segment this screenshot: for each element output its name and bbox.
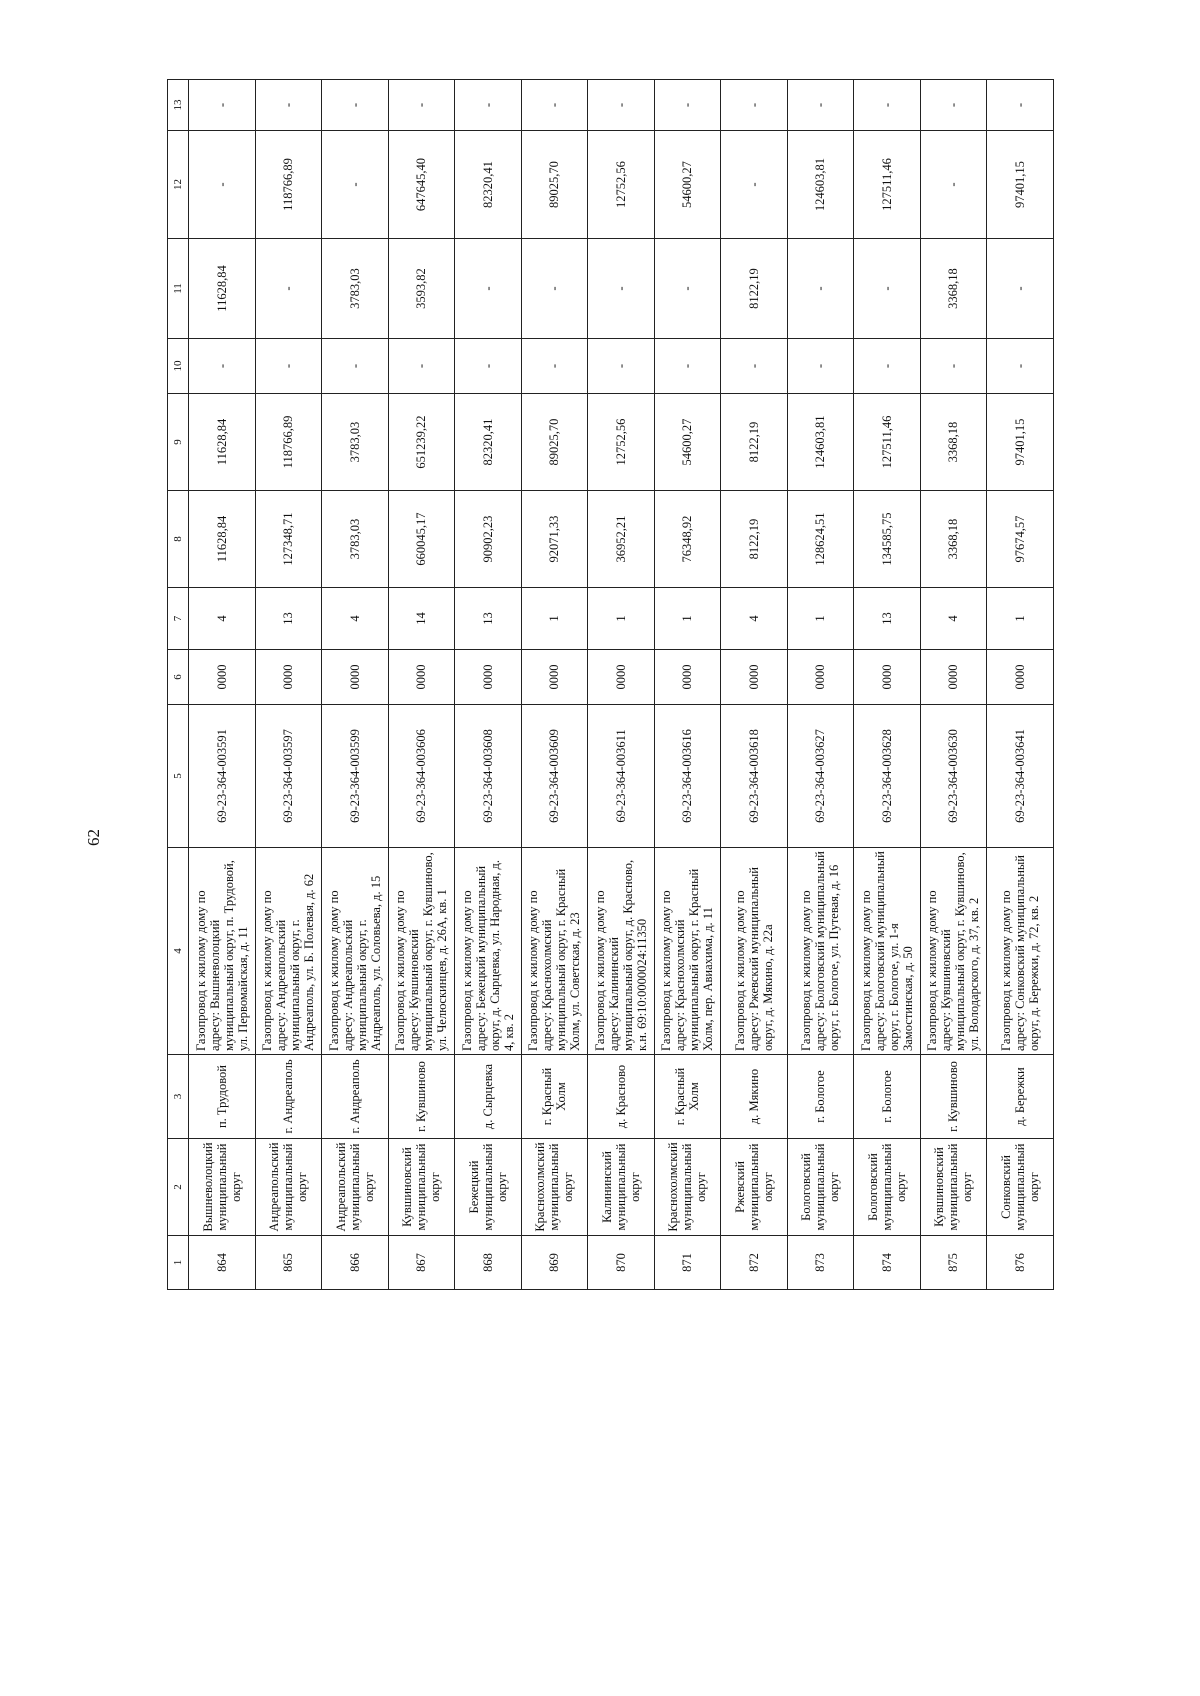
locality-cell: д. Мякино bbox=[721, 1055, 788, 1139]
col9-cell: 127511,46 bbox=[854, 394, 921, 491]
object-description-cell: Газопровод к жилому дому по адресу: Бологовский муниципальный округ, г. Бологое, ул. 1-я Замостинская, д. 50 bbox=[854, 848, 921, 1055]
locality-cell: г. Бологое bbox=[787, 1055, 854, 1139]
header-cell: 13 bbox=[168, 80, 189, 131]
table-row bbox=[854, 80, 921, 1290]
col6-cell: 0000 bbox=[787, 650, 854, 705]
table-row bbox=[588, 80, 655, 1290]
object-description-cell: Газопровод к жилому дому по адресу: Кувшиновский муниципальный округ, г. Кувшиново, ул. Челюскинцев, д. 26А, кв. 1 bbox=[388, 848, 455, 1055]
rotated-table-container bbox=[167, 80, 1042, 1290]
header-cell: 5 bbox=[168, 705, 189, 848]
col11-cell: - bbox=[521, 239, 588, 339]
col6-cell: 0000 bbox=[455, 650, 522, 705]
col8-cell: 128624,51 bbox=[787, 491, 854, 588]
district-cell: Калининский муниципальный округ bbox=[588, 1139, 655, 1236]
locality-cell: г. Красный Холм bbox=[521, 1055, 588, 1139]
district-cell: Кувшиновский муниципальный округ bbox=[388, 1139, 455, 1236]
row-number: 869 bbox=[521, 1236, 588, 1290]
col6-cell: 0000 bbox=[588, 650, 655, 705]
col13-cell: - bbox=[455, 80, 522, 131]
district-cell: Бологовский муниципальный округ bbox=[854, 1139, 921, 1236]
district-cell: Сонковский муниципальный округ bbox=[987, 1139, 1054, 1236]
col13-cell: - bbox=[787, 80, 854, 131]
header-cell: 8 bbox=[168, 491, 189, 588]
table-row bbox=[322, 80, 389, 1290]
col7-cell: 1 bbox=[654, 588, 721, 650]
col9-cell: 3783,03 bbox=[322, 394, 389, 491]
col13-cell: - bbox=[322, 80, 389, 131]
table-row bbox=[721, 80, 788, 1290]
col10-cell: - bbox=[787, 339, 854, 394]
col11-cell: - bbox=[854, 239, 921, 339]
district-cell: Бежецкий муниципальный округ bbox=[455, 1139, 522, 1236]
col7-cell: 1 bbox=[987, 588, 1054, 650]
object-description-cell: Газопровод к жилому дому по адресу: Краснохолмский муниципальный округ, г. Красный Холм, ул. Советская, д. 23 bbox=[521, 848, 588, 1055]
col13-cell: - bbox=[255, 80, 322, 131]
table-row bbox=[455, 80, 522, 1290]
object-description-cell: Газопровод к жилому дому по адресу: Андреапольский муниципальный округ, г. Андреаполь, ул. Б. Полевая, д. 62 bbox=[255, 848, 322, 1055]
col13-cell: - bbox=[987, 80, 1054, 131]
col13-cell: - bbox=[654, 80, 721, 131]
row-number: 872 bbox=[721, 1236, 788, 1290]
col7-cell: 1 bbox=[787, 588, 854, 650]
col8-cell: 92071,33 bbox=[521, 491, 588, 588]
col12-cell: 97401,15 bbox=[987, 131, 1054, 239]
district-cell: Вышневолоцкий муниципальный округ bbox=[189, 1139, 256, 1236]
col12-cell: 127511,46 bbox=[854, 131, 921, 239]
col7-cell: 4 bbox=[189, 588, 256, 650]
table-row bbox=[987, 80, 1054, 1290]
code-cell: 69-23-364-003609 bbox=[521, 705, 588, 848]
col11-cell: 8122,19 bbox=[721, 239, 788, 339]
object-description-cell: Газопровод к жилому дому по адресу: Краснохолмский муниципальный округ, г. Красный Холм, пер. Авиахима, д. 11 bbox=[654, 848, 721, 1055]
col13-cell: - bbox=[721, 80, 788, 131]
code-cell: 69-23-364-003628 bbox=[854, 705, 921, 848]
row-number: 866 bbox=[322, 1236, 389, 1290]
code-cell: 69-23-364-003608 bbox=[455, 705, 522, 848]
district-cell: Краснохолмский муниципальный округ bbox=[521, 1139, 588, 1236]
col9-cell: 651239,22 bbox=[388, 394, 455, 491]
locality-cell: г. Красный Холм bbox=[654, 1055, 721, 1139]
col12-cell: 12752,56 bbox=[588, 131, 655, 239]
row-number: 875 bbox=[920, 1236, 987, 1290]
locality-cell: д. Красново bbox=[588, 1055, 655, 1139]
district-cell: Бологовский муниципальный округ bbox=[787, 1139, 854, 1236]
row-number: 874 bbox=[854, 1236, 921, 1290]
code-cell: 69-23-364-003641 bbox=[987, 705, 1054, 848]
col7-cell: 4 bbox=[721, 588, 788, 650]
col6-cell: 0000 bbox=[189, 650, 256, 705]
col12-cell: 89025,70 bbox=[521, 131, 588, 239]
col6-cell: 0000 bbox=[654, 650, 721, 705]
col11-cell: 3593,82 bbox=[388, 239, 455, 339]
col9-cell: 124603,81 bbox=[787, 394, 854, 491]
col8-cell: 11628,84 bbox=[189, 491, 256, 588]
row-number: 867 bbox=[388, 1236, 455, 1290]
page-number: 62 bbox=[84, 829, 103, 846]
col11-cell: - bbox=[255, 239, 322, 339]
col10-cell: - bbox=[388, 339, 455, 394]
col9-cell: 89025,70 bbox=[521, 394, 588, 491]
table-row bbox=[388, 80, 455, 1290]
header-cell: 7 bbox=[168, 588, 189, 650]
col8-cell: 76348,92 bbox=[654, 491, 721, 588]
col13-cell: - bbox=[388, 80, 455, 131]
col9-cell: 97401,15 bbox=[987, 394, 1054, 491]
col10-cell: - bbox=[189, 339, 256, 394]
col6-cell: 0000 bbox=[854, 650, 921, 705]
row-number: 876 bbox=[987, 1236, 1054, 1290]
object-description-cell: Газопровод к жилому дому по адресу: Бологовский муниципальный округ, г. Бологое, ул. Путевая, д. 16 bbox=[787, 848, 854, 1055]
col7-cell: 4 bbox=[920, 588, 987, 650]
district-cell: Кувшиновский муниципальный округ bbox=[920, 1139, 987, 1236]
code-cell: 69-23-364-003630 bbox=[920, 705, 987, 848]
col9-cell: 8122,19 bbox=[721, 394, 788, 491]
col9-cell: 3368,18 bbox=[920, 394, 987, 491]
col10-cell: - bbox=[255, 339, 322, 394]
col12-cell: 124603,81 bbox=[787, 131, 854, 239]
col11-cell: 3783,03 bbox=[322, 239, 389, 339]
locality-cell: д. Сырцевка bbox=[455, 1055, 522, 1139]
col10-cell: - bbox=[920, 339, 987, 394]
col8-cell: 90902,23 bbox=[455, 491, 522, 588]
code-cell: 69-23-364-003618 bbox=[721, 705, 788, 848]
object-description-cell: Газопровод к жилому дому по адресу: Андреапольский муниципальный округ, г. Андреаполь, ул. Соловьева, д. 15 bbox=[322, 848, 389, 1055]
col11-cell: - bbox=[787, 239, 854, 339]
col8-cell: 134585,75 bbox=[854, 491, 921, 588]
header-cell: 11 bbox=[168, 239, 189, 339]
table-row bbox=[189, 80, 256, 1290]
col6-cell: 0000 bbox=[721, 650, 788, 705]
table-body bbox=[189, 80, 1054, 1290]
header-cell: 10 bbox=[168, 339, 189, 394]
district-cell: Андреапольский муниципальный округ bbox=[322, 1139, 389, 1236]
col9-cell: 12752,56 bbox=[588, 394, 655, 491]
locality-cell: д. Бережки bbox=[987, 1055, 1054, 1139]
col6-cell: 0000 bbox=[920, 650, 987, 705]
table-row bbox=[920, 80, 987, 1290]
col8-cell: 660045,17 bbox=[388, 491, 455, 588]
locality-cell: г. Андреаполь bbox=[255, 1055, 322, 1139]
locality-cell: г. Бологое bbox=[854, 1055, 921, 1139]
col9-cell: 54600,27 bbox=[654, 394, 721, 491]
col13-cell: - bbox=[521, 80, 588, 131]
col8-cell: 3368,18 bbox=[920, 491, 987, 588]
col10-cell: - bbox=[322, 339, 389, 394]
district-cell: Краснохолмский муниципальный округ bbox=[654, 1139, 721, 1236]
data-table bbox=[167, 79, 1054, 1290]
object-description-cell: Газопровод к жилому дому по адресу: Вышневолоцкий муниципальный округ, п. Трудовой, ул. Первомайская, д. 11 bbox=[189, 848, 256, 1055]
row-number: 870 bbox=[588, 1236, 655, 1290]
header-row bbox=[168, 80, 189, 1290]
object-description-cell: Газопровод к жилому дому по адресу: Калининский муниципальный округ, д. Красново, к.н. 69:10:0000024:11350 bbox=[588, 848, 655, 1055]
header-cell: 6 bbox=[168, 650, 189, 705]
col7-cell: 13 bbox=[455, 588, 522, 650]
code-cell: 69-23-364-003606 bbox=[388, 705, 455, 848]
table-row bbox=[654, 80, 721, 1290]
header-cell: 1 bbox=[168, 1236, 189, 1290]
code-cell: 69-23-364-003591 bbox=[189, 705, 256, 848]
col12-cell: - bbox=[322, 131, 389, 239]
col10-cell: - bbox=[455, 339, 522, 394]
object-description-cell: Газопровод к жилому дому по адресу: Ржевский муниципальный округ, д. Мякино, д. 22а bbox=[721, 848, 788, 1055]
code-cell: 69-23-364-003611 bbox=[588, 705, 655, 848]
col10-cell: - bbox=[987, 339, 1054, 394]
col12-cell: 54600,27 bbox=[654, 131, 721, 239]
col10-cell: - bbox=[854, 339, 921, 394]
district-cell: Андреапольский муниципальный округ bbox=[255, 1139, 322, 1236]
row-number: 871 bbox=[654, 1236, 721, 1290]
col11-cell: - bbox=[987, 239, 1054, 339]
col13-cell: - bbox=[588, 80, 655, 131]
col12-cell: 82320,41 bbox=[455, 131, 522, 239]
col10-cell: - bbox=[521, 339, 588, 394]
object-description-cell: Газопровод к жилому дому по адресу: Сонковский муниципальный округ, д. Бережки, д. 72, кв. 2 bbox=[987, 848, 1054, 1055]
locality-cell: г. Кувшиново bbox=[920, 1055, 987, 1139]
col9-cell: 82320,41 bbox=[455, 394, 522, 491]
col6-cell: 0000 bbox=[388, 650, 455, 705]
col10-cell: - bbox=[654, 339, 721, 394]
code-cell: 69-23-364-003616 bbox=[654, 705, 721, 848]
col10-cell: - bbox=[588, 339, 655, 394]
code-cell: 69-23-364-003599 bbox=[322, 705, 389, 848]
district-cell: Ржевский муниципальный округ bbox=[721, 1139, 788, 1236]
col7-cell: 4 bbox=[322, 588, 389, 650]
col8-cell: 127348,71 bbox=[255, 491, 322, 588]
header-cell: 9 bbox=[168, 394, 189, 491]
row-number: 865 bbox=[255, 1236, 322, 1290]
col8-cell: 3783,03 bbox=[322, 491, 389, 588]
col11-cell: 11628,84 bbox=[189, 239, 256, 339]
col9-cell: 11628,84 bbox=[189, 394, 256, 491]
header-cell: 12 bbox=[168, 131, 189, 239]
col13-cell: - bbox=[920, 80, 987, 131]
header-cell: 4 bbox=[168, 848, 189, 1055]
col10-cell: - bbox=[721, 339, 788, 394]
col12-cell: - bbox=[721, 131, 788, 239]
col11-cell: - bbox=[654, 239, 721, 339]
locality-cell: г. Андреаполь bbox=[322, 1055, 389, 1139]
col7-cell: 13 bbox=[255, 588, 322, 650]
col7-cell: 14 bbox=[388, 588, 455, 650]
code-cell: 69-23-364-003597 bbox=[255, 705, 322, 848]
col13-cell: - bbox=[854, 80, 921, 131]
col12-cell: - bbox=[920, 131, 987, 239]
col8-cell: 97674,57 bbox=[987, 491, 1054, 588]
object-description-cell: Газопровод к жилому дому по адресу: Кувшиновский муниципальный округ, г. Кувшиново, ул. Володарского, д. 37, кв. 2 bbox=[920, 848, 987, 1055]
locality-cell: г. Кувшиново bbox=[388, 1055, 455, 1139]
row-number: 873 bbox=[787, 1236, 854, 1290]
col12-cell: 118766,89 bbox=[255, 131, 322, 239]
col6-cell: 0000 bbox=[322, 650, 389, 705]
row-number: 864 bbox=[189, 1236, 256, 1290]
col8-cell: 8122,19 bbox=[721, 491, 788, 588]
header-cell: 2 bbox=[168, 1139, 189, 1236]
object-description-cell: Газопровод к жилому дому по адресу: Бежецкий муниципальный округ, д. Сырцевка, ул. Народная, д. 4, кв. 2 bbox=[455, 848, 522, 1055]
col11-cell: - bbox=[588, 239, 655, 339]
table-row bbox=[787, 80, 854, 1290]
col7-cell: 1 bbox=[588, 588, 655, 650]
col9-cell: 118766,89 bbox=[255, 394, 322, 491]
col7-cell: 13 bbox=[854, 588, 921, 650]
col8-cell: 36952,21 bbox=[588, 491, 655, 588]
col6-cell: 0000 bbox=[987, 650, 1054, 705]
header-cell: 3 bbox=[168, 1055, 189, 1139]
row-number: 868 bbox=[455, 1236, 522, 1290]
col7-cell: 1 bbox=[521, 588, 588, 650]
col13-cell: - bbox=[189, 80, 256, 131]
col12-cell: - bbox=[189, 131, 256, 239]
col12-cell: 647645,40 bbox=[388, 131, 455, 239]
code-cell: 69-23-364-003627 bbox=[787, 705, 854, 848]
col6-cell: 0000 bbox=[255, 650, 322, 705]
col11-cell: 3368,18 bbox=[920, 239, 987, 339]
col6-cell: 0000 bbox=[521, 650, 588, 705]
table-row bbox=[255, 80, 322, 1290]
table-row bbox=[521, 80, 588, 1290]
locality-cell: п. Трудовой bbox=[189, 1055, 256, 1139]
col11-cell: - bbox=[455, 239, 522, 339]
